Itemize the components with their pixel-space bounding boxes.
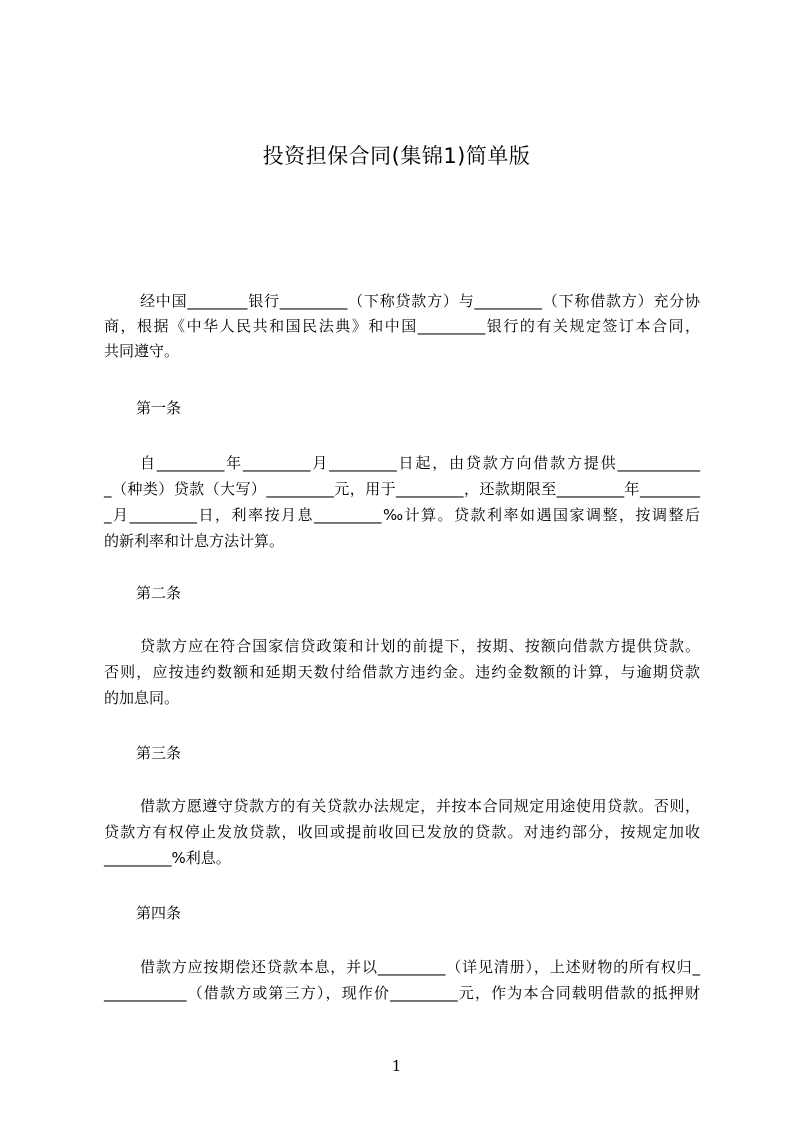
paragraph-line: 借款方应按期偿还贷款本息，并以_________（详见清册），上述财物的所有权归_ — [140, 958, 700, 976]
paragraph-line: ___________（借款方或第三方），现作价_________元，作为本合同载明借款的抵押财 — [104, 984, 700, 1002]
paragraph-line: 经中国________银行_________（下称贷款方）与_________（下称借款方）充分协 — [140, 292, 700, 310]
paragraph-line: _（种类）贷款（大写）_________元，用于_________，还款期限至_________年________ — [104, 480, 700, 498]
paragraph-line: 的加息同。 — [104, 689, 180, 707]
paragraph-line: _月_________日，利率按月息_________‰计算。贷款利率如遇国家调整，按调整后 — [104, 506, 700, 524]
paragraph-line: 贷款方应在符合国家信贷政策和计划的前提下，按期、按额向借款方提供贷款。 — [140, 637, 700, 655]
article-4-heading: 第四条 — [136, 904, 182, 922]
article-1-heading: 第一条 — [136, 399, 182, 417]
paragraph-line: 借款方愿遵守贷款方的有关贷款办法规定，并按本合同规定用途使用贷款。否则， — [140, 797, 700, 815]
paragraph-line: 商，根据《中华人民共和国民法典》和中国_________银行的有关规定签订本合同， — [104, 317, 700, 335]
paragraph-line: 共同遵守。 — [104, 342, 180, 360]
article-2-heading: 第二条 — [136, 584, 182, 602]
page-number: 1 — [391, 1057, 402, 1075]
paragraph-line: 自_________年_________月_________日起，由贷款方向借款方提供___________ — [140, 454, 700, 472]
paragraph-line: 否则，应按违约数额和延期天数付给借款方违约金。违约金数额的计算，与逾期贷款 — [104, 663, 700, 681]
document-title: 投资担保合同(集锦1)简单版 — [262, 144, 531, 168]
paragraph-line: 的新利率和计息方法计算。 — [104, 532, 285, 550]
article-3-heading: 第三条 — [136, 744, 182, 762]
paragraph-line: 贷款方有权停止发放贷款，收回或提前收回已发放的贷款。对违约部分，按规定加收 — [104, 823, 700, 841]
paragraph-line: _________%利息。 — [104, 849, 231, 867]
